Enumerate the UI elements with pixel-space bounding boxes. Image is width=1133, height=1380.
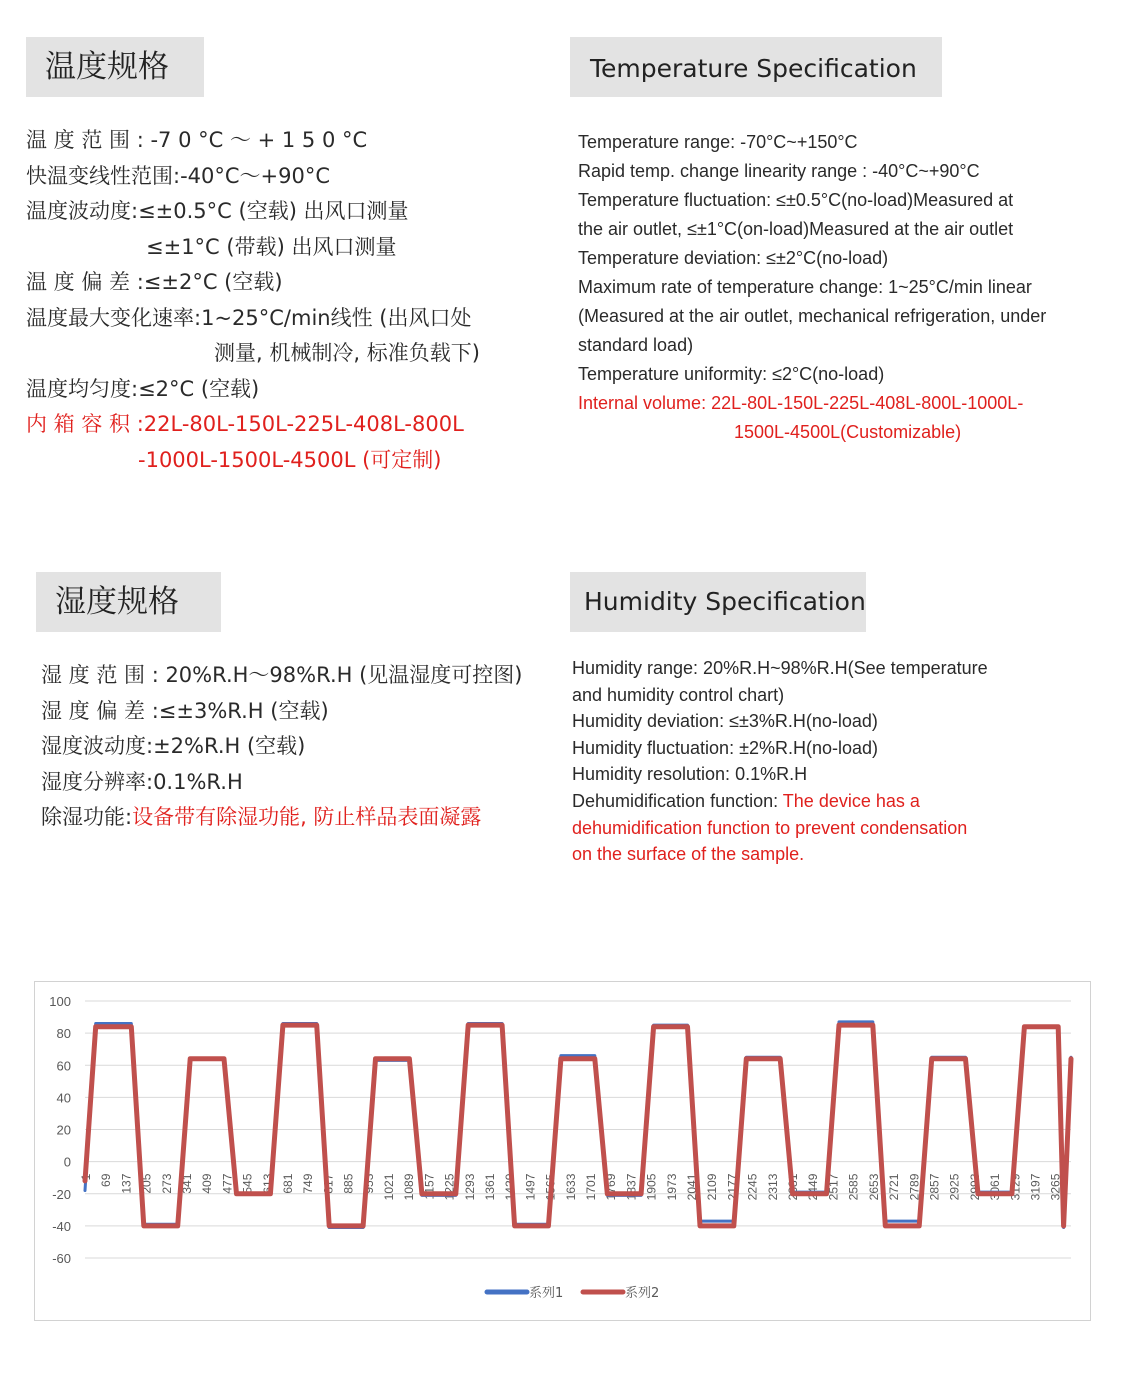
x-tick-label: 3129 — [1008, 1173, 1023, 1201]
y-tick-label: -20 — [52, 1186, 71, 1202]
y-tick-label: 100 — [49, 994, 71, 1009]
x-tick-label: 1225 — [442, 1173, 457, 1201]
legend-label-1: 系列1 — [529, 1286, 564, 1301]
x-tick-label: 205 — [139, 1173, 154, 1194]
hum-cn-dehum-label: 除湿功能: — [41, 805, 133, 829]
x-tick-label: 885 — [341, 1173, 356, 1194]
temp-en-volume: Internal volume: 22L-80L-150L-225L-408L-800L-1000L- — [578, 393, 1024, 413]
x-tick-label: 1905 — [644, 1173, 659, 1201]
temperature-en-heading-box — [570, 37, 942, 97]
x-tick-label: 69 — [99, 1173, 114, 1187]
x-tick-label: 1293 — [462, 1173, 477, 1201]
hum-en-dehum-line-1: The device has a — [782, 790, 920, 811]
x-tick-label: 2925 — [947, 1173, 962, 1201]
x-tick-label: 273 — [159, 1173, 174, 1194]
temperature-cn-heading-box — [26, 37, 204, 97]
legend-label-2: 系列2 — [625, 1286, 660, 1301]
x-tick-label: 1429 — [503, 1173, 518, 1201]
hum-en-range-cont: and humidity control chart) — [572, 684, 785, 705]
temp-en-fluctuation-cont: the air outlet, ≤±1°C(on-load)Measured at the air outlet — [578, 219, 1014, 239]
x-tick-label: 2789 — [907, 1173, 922, 1201]
temp-en-rapid-range: Rapid temp. change linearity range : -40°C~+90°C — [578, 161, 980, 181]
temp-cn-volume-cont: -1000L-1500L-4500L (可定制) — [138, 447, 442, 472]
x-tick-label: 2381 — [786, 1173, 801, 1201]
humidity-cn-heading-box — [36, 572, 221, 632]
temperature-cn-spec-list — [26, 123, 546, 478]
x-tick-label: 1973 — [664, 1173, 679, 1201]
x-tick-label: 2721 — [887, 1173, 902, 1201]
x-tick-label: 953 — [361, 1173, 376, 1194]
x-tick-label: 1089 — [402, 1173, 417, 1201]
humidity-cn-spec-list — [41, 658, 551, 836]
x-tick-label: 137 — [119, 1173, 134, 1194]
x-tick-label: 817 — [321, 1173, 336, 1194]
hum-cn-dehumidification — [41, 800, 551, 836]
hum-en-fluctuation: Humidity fluctuation: ±2%R.H(no-load) — [572, 737, 878, 758]
humidity-cn-title: 湿度规格 — [55, 584, 179, 620]
temp-cn-uniformity: 温度均匀度:≤2°C (空载) — [26, 376, 260, 401]
x-tick-label: 477 — [220, 1173, 235, 1194]
x-tick-label: 1837 — [624, 1173, 639, 1201]
temperature-en-spec-list — [578, 128, 1118, 447]
hum-en-deviation: Humidity deviation: ≤±3%R.H(no-load) — [572, 711, 878, 732]
temp-en-max-rate: Maximum rate of temperature change: 1~25°C/min linear — [578, 277, 1032, 297]
hum-cn-fluctuation: 湿度波动度:±2%R.H (空载) — [41, 734, 306, 758]
temp-cn-max-rate: 温度最大变化速率:1~25°C/min线性 (出风口处 — [26, 305, 472, 330]
temp-en-max-rate-cont2: standard load) — [578, 335, 694, 355]
hum-cn-deviation: 湿 度 偏 差 :≤±3%R.H (空载) — [41, 698, 329, 723]
x-tick-label: 2993 — [967, 1173, 982, 1201]
hum-en-dehum-line-2: dehumidification function to prevent condensation — [572, 817, 968, 838]
temp-cn-deviation: 温 度 偏 差 :≤±2°C (空载) — [26, 270, 283, 294]
x-tick-label: 2313 — [765, 1173, 780, 1201]
temp-en-deviation: Temperature deviation: ≤±2°C(no-load) — [578, 248, 889, 268]
hum-en-dehum-label: Dehumidification function: — [572, 790, 783, 811]
temp-cn-volume: 内 箱 容 积 :22L-80L-150L-225L-408L-800L — [26, 412, 464, 436]
temp-cn-max-rate-cont: 测量, 机械制冷, 标准负载下) — [214, 341, 480, 365]
temperature-cn-title: 温度规格 — [45, 49, 169, 85]
humidity-en-heading-box — [570, 572, 866, 632]
temp-en-uniformity: Temperature uniformity: ≤2°C(no-load) — [578, 364, 885, 384]
hum-en-dehumidification — [572, 788, 1112, 815]
temp-cn-fluctuation: 温度波动度:≤±0.5°C (空载) 出风口测量 — [26, 199, 409, 223]
x-tick-label: 2245 — [745, 1173, 760, 1201]
hum-cn-range: 湿 度 范 围 : 20%R.H～98%R.H (见温湿度可控图) — [41, 663, 523, 687]
humidity-en-title: Humidity Specification — [584, 587, 866, 616]
x-tick-label: 1497 — [523, 1173, 538, 1201]
hum-cn-resolution: 湿度分辨率:0.1%R.H — [41, 769, 243, 794]
x-tick-label: 545 — [240, 1173, 255, 1194]
x-tick-label: 1021 — [382, 1173, 397, 1201]
x-tick-label: 1769 — [604, 1173, 619, 1201]
x-tick-label: 2653 — [866, 1173, 881, 1201]
x-tick-label: 1701 — [584, 1173, 599, 1201]
y-tick-label: 0 — [63, 1154, 71, 1170]
temp-cn-rapid-range: 快温变线性范围:-40°C～+90°C — [26, 163, 331, 188]
x-tick-label: 409 — [200, 1173, 215, 1194]
temperature-chart — [34, 981, 1091, 1321]
chart-svg — [35, 982, 1090, 1320]
hum-en-resolution: Humidity resolution: 0.1%R.H — [572, 764, 808, 785]
x-tick-label: 341 — [180, 1173, 195, 1194]
x-tick-label: 1361 — [483, 1173, 498, 1201]
x-tick-label: 3265 — [1048, 1173, 1063, 1201]
x-tick-label: 2041 — [685, 1173, 700, 1201]
temp-cn-fluctuation-loaded: ≤±1°C (带载) 出风口测量 — [146, 234, 397, 259]
y-tick-label: 20 — [56, 1122, 71, 1138]
temp-en-volume-cont: 1500L-4500L(Customizable) — [734, 422, 962, 442]
x-tick-label: 613 — [260, 1173, 275, 1194]
hum-cn-dehum-value: 设备带有除湿功能, 防止样品表面凝露 — [132, 805, 482, 829]
x-tick-label: 3197 — [1028, 1173, 1043, 1201]
hum-en-range: Humidity range: 20%R.H~98%R.H(See temperature — [572, 658, 988, 678]
x-tick-label: 2517 — [826, 1173, 841, 1201]
x-tick-label: 1 — [79, 1173, 93, 1181]
hum-en-dehum-line-3: on the surface of the sample. — [572, 844, 805, 865]
x-tick-label: 1633 — [563, 1173, 578, 1201]
x-tick-label: 2177 — [725, 1173, 740, 1201]
temp-en-range: Temperature range: -70°C~+150°C — [578, 132, 858, 152]
x-tick-label: 749 — [301, 1173, 316, 1194]
y-tick-label: -60 — [52, 1251, 71, 1266]
y-tick-label: 60 — [56, 1058, 71, 1074]
x-tick-label: 681 — [281, 1173, 296, 1194]
temp-cn-range: 温 度 范 围 : -7 0 °C ～ + 1 5 0 °C — [26, 128, 368, 152]
x-tick-label: 1565 — [543, 1173, 558, 1201]
temp-en-max-rate-cont: (Measured at the air outlet, mechanical refrigeration, under — [578, 306, 1047, 326]
x-tick-label: 2857 — [927, 1173, 942, 1201]
y-tick-label: 80 — [56, 1026, 71, 1042]
x-tick-label: 2585 — [846, 1173, 861, 1201]
x-tick-label: 1157 — [422, 1173, 437, 1200]
x-tick-label: 2109 — [705, 1173, 720, 1201]
y-tick-label: -40 — [52, 1218, 71, 1234]
humidity-en-spec-list — [572, 655, 1112, 868]
temp-en-fluctuation: Temperature fluctuation: ≤±0.5°C(no-load)Measured at — [578, 190, 1014, 210]
temperature-en-title: Temperature Specification — [590, 54, 917, 83]
x-tick-label: 2449 — [806, 1173, 821, 1201]
x-tick-label: 3061 — [988, 1173, 1003, 1201]
y-tick-label: 40 — [56, 1090, 71, 1106]
